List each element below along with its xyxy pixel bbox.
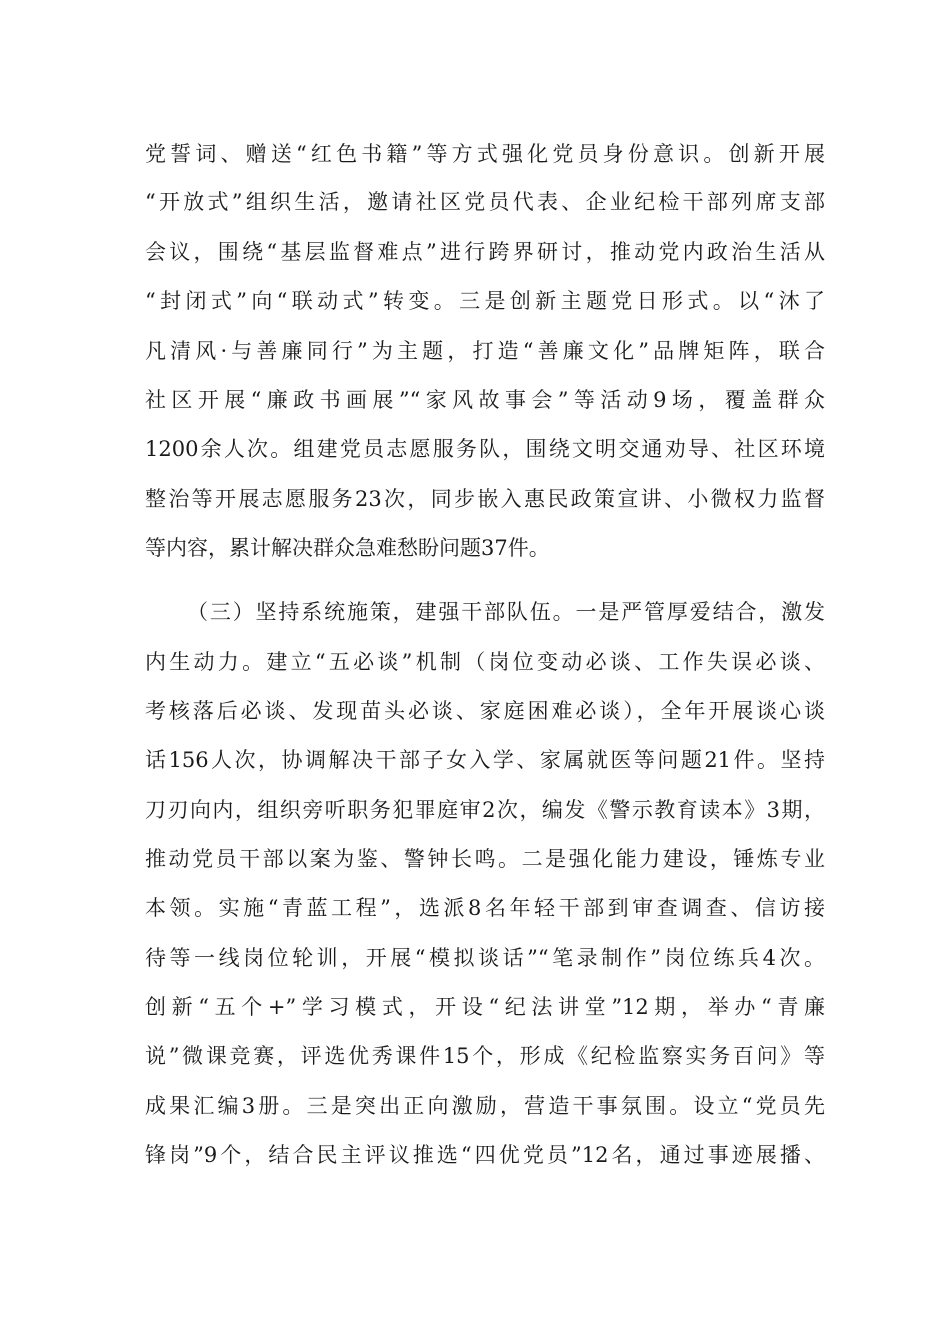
text-line: 等内容，累计解决群众急难愁盼问题37件。 — [145, 536, 550, 560]
text-line: 话156人次，协调解决干部子女入学、家属就医等问题21件。坚持 — [145, 748, 825, 772]
text-line: 创新“五个+”学习模式，开设“纪法讲堂”12期，举办“青廉 — [145, 995, 825, 1019]
text-line: 凡清风·与善廉同行”为主题，打造“善廉文化”品牌矩阵，联合 — [145, 339, 825, 363]
text-line: 成果汇编3册。三是突出正向激励，营造干事氛围。设立“党员先 — [145, 1094, 825, 1118]
text-line: 说”微课竞赛，评选优秀课件15个，形成《纪检监察实务百问》等 — [145, 1044, 825, 1068]
text-line: “封闭式”向“联动式”转变。三是创新主题党日形式。以“沐了 — [145, 289, 825, 313]
text-line: 会议，围绕“基层监督难点”进行跨界研讨，推动党内政治生活从 — [145, 240, 825, 264]
text-line: 整治等开展志愿服务23次，同步嵌入惠民政策宣讲、小微权力监督 — [145, 487, 825, 511]
text-line: 1200余人次。组建党员志愿服务队，围绕文明交通劝导、社区环境 — [145, 437, 825, 461]
text-line: 内生动力。建立“五必谈”机制（岗位变动必谈、工作失误必谈、 — [145, 650, 825, 674]
text-line: 本领。实施“青蓝工程”，选派8名年轻干部到审查调查、信访接 — [145, 896, 825, 920]
text-line: 刀刃向内，组织旁听职务犯罪庭审2次，编发《警示教育读本》3期， — [145, 798, 825, 822]
text-line: （三）坚持系统施策，建强干部队伍。一是严管厚爱结合，激发 — [187, 600, 825, 624]
text-line: 锋岗”9个，结合民主评议推选“四优党员”12名，通过事迹展播、 — [145, 1143, 825, 1167]
text-line: “开放式”组织生活，邀请社区党员代表、企业纪检干部列席支部 — [145, 190, 825, 214]
text-line: 待等一线岗位轮训，开展“模拟谈话”“笔录制作”岗位练兵4次。 — [145, 946, 825, 970]
text-line: 推动党员干部以案为鉴、警钟长鸣。二是强化能力建设，锤炼专业 — [145, 847, 825, 871]
text-line: 党誓词、赠送“红色书籍”等方式强化党员身份意识。创新开展 — [145, 142, 825, 166]
text-line: 社区开展“廉政书画展”“家风故事会”等活动9场，覆盖群众 — [145, 388, 825, 412]
text-line: 考核落后必谈、发现苗头必谈、家庭困难必谈），全年开展谈心谈 — [145, 699, 825, 723]
